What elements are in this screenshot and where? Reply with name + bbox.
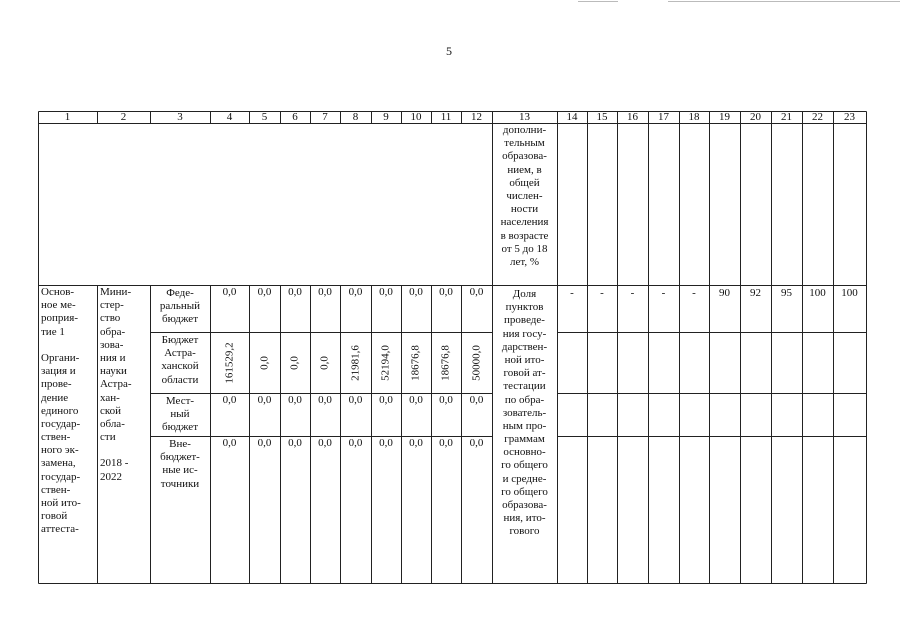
page-number: 5 xyxy=(446,44,452,58)
indicator-target-value: - xyxy=(661,287,666,299)
text-line: Астра- xyxy=(164,347,196,360)
text-line: дарствен- xyxy=(501,340,548,353)
column-header: 1 xyxy=(64,111,71,123)
text-line: ния, ито- xyxy=(503,512,546,525)
column-header: 9 xyxy=(383,111,389,123)
funding-value-cell: 0,0 xyxy=(318,286,332,298)
text-line: от 5 до 18 xyxy=(501,242,548,255)
text-line: говой xyxy=(41,510,68,523)
funding-value-cell: 0,0 xyxy=(257,437,272,449)
text-line: пунктов xyxy=(505,301,544,314)
text-line: Мест- xyxy=(165,395,195,407)
funding-value-cell: 0,0 xyxy=(348,394,363,406)
text-line: государ- xyxy=(41,417,81,430)
text-line: Мини- xyxy=(100,286,132,298)
funding-value: 161529,2 xyxy=(222,341,235,384)
text-line: ности xyxy=(510,203,539,216)
text-line: области xyxy=(161,373,199,386)
text-line: Астра- xyxy=(100,378,132,391)
funding-value-cell: 0,0 xyxy=(409,286,423,298)
text-line: аттеста- xyxy=(41,523,79,536)
funding-value-cell: 0,0 xyxy=(439,286,453,298)
text-line: ные ис- xyxy=(162,464,198,477)
funding-value-cell: 0,0 xyxy=(348,286,363,298)
scan-artifact-line xyxy=(578,1,618,2)
indicator-target-value: 92 xyxy=(750,287,761,299)
indicator-target-value: - xyxy=(600,287,604,299)
text-line: образова- xyxy=(502,499,547,511)
indicator-target-value: 100 xyxy=(809,287,826,299)
column-header: 22 xyxy=(812,111,823,123)
funding-value-cell: 0,0 xyxy=(257,286,272,298)
text-line: ханской xyxy=(161,360,199,373)
text-line: зация и xyxy=(41,365,76,378)
funding-value-cell: 0,0 xyxy=(469,286,484,298)
indicator-target-value: - xyxy=(692,287,696,299)
text-line: ния госу- xyxy=(502,327,547,340)
text-line: ральный xyxy=(159,300,201,313)
text-line: науки xyxy=(100,365,127,378)
text-line: го общего xyxy=(501,459,548,472)
text-line: населения xyxy=(500,216,549,229)
text-line: ной ито- xyxy=(504,353,545,366)
funding-value-cell: 0,0 xyxy=(379,286,393,298)
text-line: го общего xyxy=(501,485,548,498)
indicator-target-value: 100 xyxy=(841,287,858,299)
text-line: 2022 xyxy=(100,470,122,483)
column-header: 20 xyxy=(750,111,761,123)
funding-value-cell: 0,0 xyxy=(409,437,423,449)
funding-value: 0,0 xyxy=(288,355,301,370)
text-line: бюджет- xyxy=(160,451,200,464)
text-line: Феде- xyxy=(166,287,194,299)
column-header: 19 xyxy=(719,111,730,123)
column-header: 2 xyxy=(120,111,127,123)
text-line: сти xyxy=(100,431,116,444)
column-header: 21 xyxy=(781,111,792,123)
text-line: в возрасте xyxy=(500,229,549,242)
text-line: нием, в xyxy=(507,163,542,176)
text-line: говой ат- xyxy=(503,367,546,380)
funding-value-cell: 0,0 xyxy=(288,286,302,298)
funding-value-cell: 0,0 xyxy=(257,394,272,406)
funding-value: 18676,8 xyxy=(409,344,422,381)
indicator-target-value: - xyxy=(630,287,635,299)
column-header: 8 xyxy=(352,111,359,123)
text-line: Бюджет xyxy=(161,334,199,346)
text-line: ния и xyxy=(100,351,126,364)
text-line: общей xyxy=(509,176,540,189)
column-header: 5 xyxy=(261,111,268,123)
funding-value-cell: 0,0 xyxy=(222,437,237,449)
column-header: 16 xyxy=(627,111,638,123)
indicator-target-value: 90 xyxy=(719,287,730,299)
funding-value: 50000,0 xyxy=(469,344,482,381)
text-line: дополни- xyxy=(502,124,547,136)
text-line: обра- xyxy=(100,325,126,338)
scan-artifact-line xyxy=(668,1,900,2)
text-line: по обра- xyxy=(504,393,545,406)
text-line: бюджет xyxy=(162,421,198,434)
funding-value: 18676,8 xyxy=(439,344,452,381)
text-line: тельным xyxy=(504,137,545,150)
text-line: ствен- xyxy=(41,483,71,496)
column-header: 13 xyxy=(519,111,530,123)
funding-value: 0,0 xyxy=(257,355,270,370)
text-line: 2018 - xyxy=(100,457,129,470)
column-header: 17 xyxy=(658,111,669,123)
text-line: образова- xyxy=(502,150,547,163)
text-line: Органи- xyxy=(41,351,80,364)
text-line: прове- xyxy=(41,378,72,391)
text-line: зователь- xyxy=(502,406,547,419)
text-line: обла- xyxy=(100,417,125,430)
funding-value-cell: 0,0 xyxy=(348,437,363,449)
column-header: 6 xyxy=(292,111,298,123)
text-line: и средне- xyxy=(502,472,547,485)
text-line: государ- xyxy=(41,470,81,483)
text-line: ное ме- xyxy=(41,299,76,312)
indicator-target-value: - xyxy=(570,287,574,299)
text-line: лет, % xyxy=(509,255,539,268)
indicator-target-value: 95 xyxy=(781,287,792,299)
column-header: 15 xyxy=(596,111,608,123)
text-line: тие 1 xyxy=(41,325,65,338)
column-header: 7 xyxy=(322,111,328,123)
text-line: проведе- xyxy=(504,314,545,327)
text-line: роприя- xyxy=(41,312,78,325)
column-header: 4 xyxy=(226,111,233,123)
funding-value-cell: 0,0 xyxy=(222,394,237,406)
text-line: основно- xyxy=(503,446,546,459)
text-line: Вне- xyxy=(169,438,191,450)
funding-value-cell: 0,0 xyxy=(379,394,393,406)
text-line: зова- xyxy=(100,338,124,351)
text-line: стер- xyxy=(100,299,124,312)
text-line: ство xyxy=(100,312,121,325)
text-line: граммам xyxy=(504,433,545,446)
column-header: 18 xyxy=(688,111,700,123)
text-line: гового xyxy=(509,525,540,538)
text-line: хан- xyxy=(100,391,120,404)
funding-value-cell: 0,0 xyxy=(469,437,484,449)
column-header: 12 xyxy=(471,111,482,123)
text-line: Основ- xyxy=(41,286,75,298)
funding-value: 21981,6 xyxy=(348,344,361,381)
text-line: ным про- xyxy=(502,419,547,432)
table-grid-lines xyxy=(38,111,868,585)
text-line: ствен- xyxy=(41,431,71,444)
funding-value-cell: 0,0 xyxy=(288,437,302,449)
budget-table xyxy=(38,111,866,583)
text-line: числен- xyxy=(506,189,543,202)
funding-value: 0,0 xyxy=(318,355,331,370)
funding-value-cell: 0,0 xyxy=(222,286,237,298)
text-line: Доля xyxy=(512,288,537,300)
funding-value-cell: 0,0 xyxy=(439,437,453,449)
column-header: 3 xyxy=(177,111,183,123)
text-line: ской xyxy=(100,404,122,417)
text-line: ный xyxy=(170,408,190,421)
text-line: тестации xyxy=(503,380,546,393)
funding-value-cell: 0,0 xyxy=(318,437,332,449)
text-line: ной ито- xyxy=(41,497,81,509)
text-line: бюджет xyxy=(162,313,198,326)
text-line: точники xyxy=(160,477,200,490)
column-header: 10 xyxy=(410,111,422,123)
funding-value-cell: 0,0 xyxy=(469,394,484,406)
column-header: 11 xyxy=(440,111,452,123)
column-header: 23 xyxy=(844,111,855,123)
text-line: ного эк- xyxy=(41,444,79,457)
text-line: дение xyxy=(41,391,69,404)
funding-value: 52194,0 xyxy=(379,344,392,381)
column-header: 14 xyxy=(566,111,578,123)
funding-value-cell: 0,0 xyxy=(318,394,332,406)
funding-value-cell: 0,0 xyxy=(409,394,423,406)
text-line: замена, xyxy=(41,457,76,470)
text-line: единого xyxy=(41,404,79,417)
funding-value-cell: 0,0 xyxy=(439,394,453,406)
funding-value-cell: 0,0 xyxy=(379,437,393,449)
funding-value-cell: 0,0 xyxy=(288,394,302,406)
